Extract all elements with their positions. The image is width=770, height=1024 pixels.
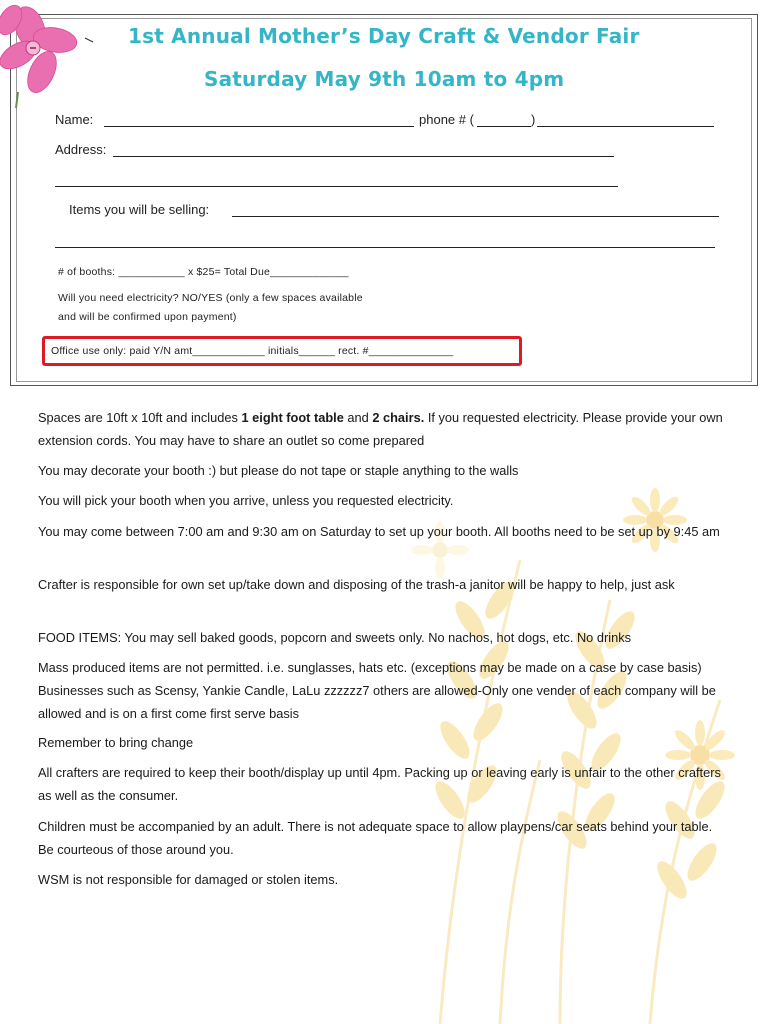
rule-bring-change: Remember to bring change bbox=[38, 735, 194, 750]
rule-liability: WSM is not responsible for damaged or stolen items. bbox=[38, 872, 339, 887]
address-label: Address: bbox=[55, 142, 107, 157]
rule-children: Children must be accompanied by an adult. There is not adequate space to allow playpens/car seats behind your table. Be courteous of those around you. bbox=[38, 819, 713, 857]
rule-crafter-responsible: Crafter is responsible for own set up/take down and disposing of the trash-a janitor will be happy to help, just ask bbox=[38, 577, 675, 592]
rule-keep-booth: All crafters are required to keep their booth/display up until 4pm. Packing up or leaving early is unfair to the other crafters as well as the consumer. bbox=[38, 765, 721, 803]
items-label: Items you will be selling: bbox=[69, 202, 210, 217]
name-label: Name: bbox=[55, 112, 94, 127]
office-use-text: Office use only: paid Y/N amt____________ initials______ rect. #______________ bbox=[51, 345, 454, 357]
phone-label: phone # ( bbox=[419, 112, 474, 127]
items-field-line2[interactable] bbox=[55, 247, 715, 248]
rule-setup-time: You may come between 7:00 am and 9:30 am on Saturday to set up your booth. All booths need to be set up by 9:45 am bbox=[38, 524, 720, 539]
booths-total-due-line: # of booths: ___________ x $25= Total Due_____________ bbox=[58, 266, 349, 278]
electricity-question: Will you need electricity? NO/YES (only a few spaces available bbox=[58, 292, 363, 304]
items-field-line1[interactable] bbox=[232, 216, 719, 217]
page-title: 1st Annual Mother’s Day Craft & Vendor Fair bbox=[128, 24, 640, 48]
rule-mass-produced: Mass produced items are not permitted. i.e. sunglasses, hats etc. (exceptions may be made on a case by case basis) Businesses such as Scensy, Yankie Candle, LaLu zzzzzz7 others are allowed-Only one vender of each company will be allowed and is on a first come first serve basis bbox=[38, 660, 716, 721]
phone-paren-close: ) bbox=[531, 112, 536, 127]
event-date-subtitle: Saturday May 9th 10am to 4pm bbox=[204, 67, 565, 91]
phone-area-code-field[interactable] bbox=[477, 126, 531, 127]
rule-pick-booth: You will pick your booth when you arrive, unless you requested electricity. bbox=[38, 493, 454, 508]
orchid-flower-image bbox=[0, 0, 100, 110]
rule-decorate: You may decorate your booth :) but please do not tape or staple anything to the walls bbox=[38, 463, 519, 478]
name-field[interactable] bbox=[104, 126, 414, 127]
address-field-line1[interactable] bbox=[113, 156, 614, 157]
rule-food-items: FOOD ITEMS: You may sell baked goods, popcorn and sweets only. No nachos, hot dogs, etc. No drinks bbox=[38, 630, 631, 645]
office-use-box bbox=[42, 336, 522, 366]
phone-number-field[interactable] bbox=[537, 126, 714, 127]
address-field-line2[interactable] bbox=[55, 186, 618, 187]
electricity-note: and will be confirmed upon payment) bbox=[58, 311, 237, 323]
rule-spaces: Spaces are 10ft x 10ft and includes 1 eight foot table and 2 chairs. If you requested electricity. Please provide your own extension cords. You may have to share an outlet so come prepared bbox=[38, 410, 723, 448]
